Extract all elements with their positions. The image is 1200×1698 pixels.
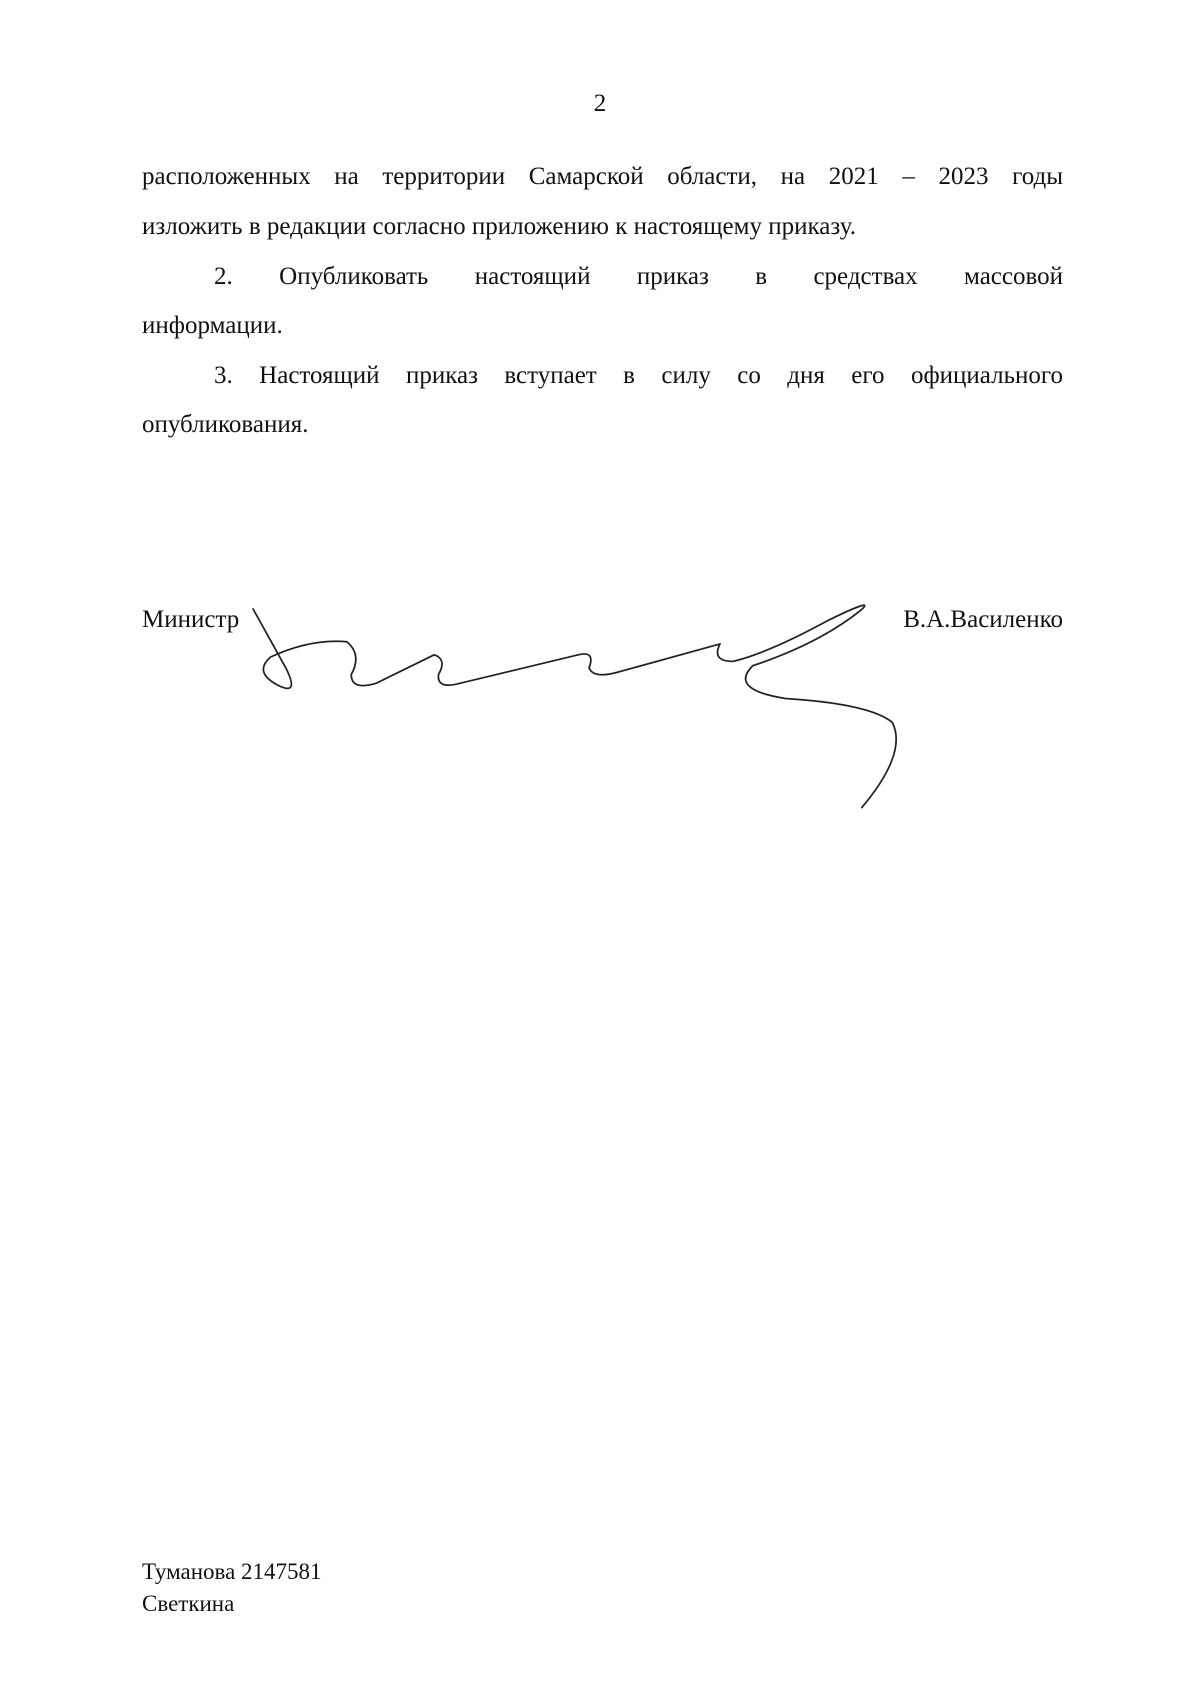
paragraph-line: 2. Опубликовать настоящий приказ в средствах массовой xyxy=(214,263,1063,290)
paragraph-line: информации. xyxy=(142,312,283,339)
page-number: 2 xyxy=(593,90,607,117)
paragraph-line: изложить в редакции согласно приложению к настоящему приказу. xyxy=(142,213,856,240)
signature-block xyxy=(142,606,1063,634)
executor-line: Туманова 2147581 xyxy=(142,1559,322,1584)
executor-line-2: Светкина xyxy=(142,1591,235,1616)
paragraph-line: 3. Настоящий приказ вступает в силу со дня его официального xyxy=(214,362,1063,389)
signer-position: Министр xyxy=(142,606,240,633)
paragraph-line: опубликования. xyxy=(142,411,309,438)
paragraph-line: расположенных на территории Самарской области, на 2021 – 2023 годы xyxy=(142,163,1063,190)
signer-name: В.А.Василенко xyxy=(903,606,1063,633)
